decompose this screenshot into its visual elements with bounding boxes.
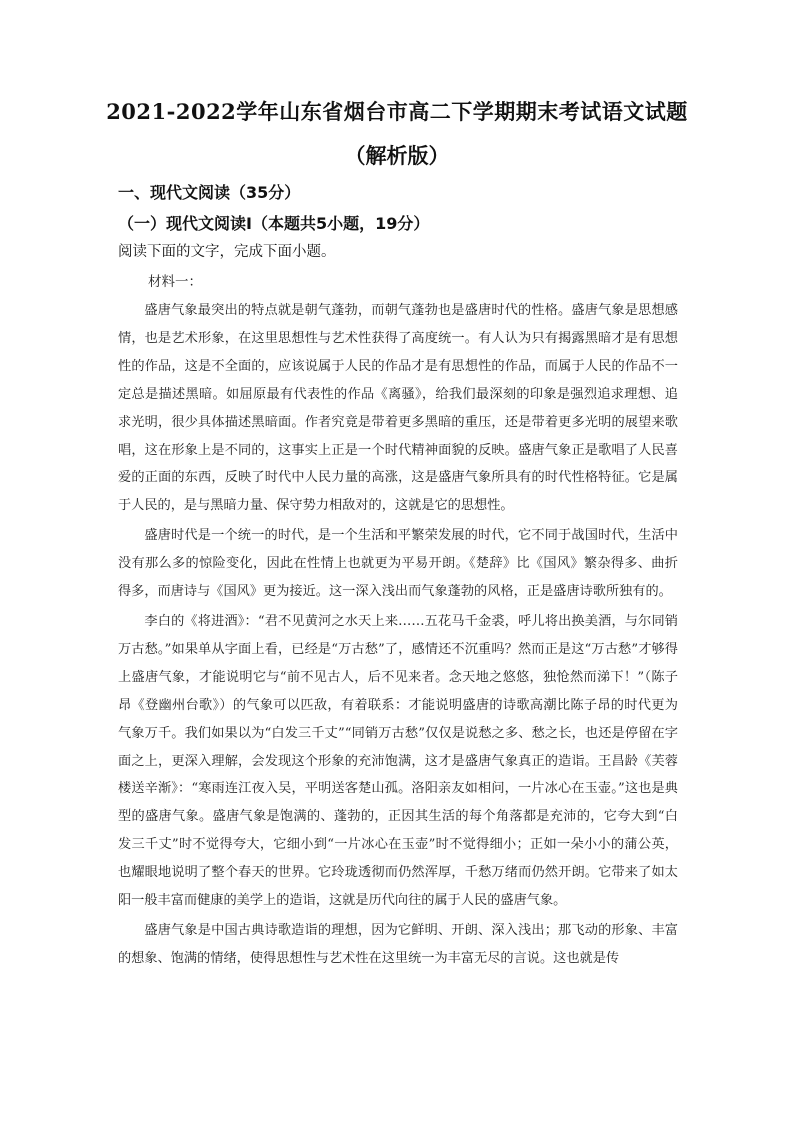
- paragraph: 盛唐时代是一个统一的时代，是一个生活和平繁荣发展的时代，它不同于战国时代，生活中没有那么多的惊险变化，因此在性情上也就更为平易开朗。《楚辞》比《国风》繁杂得多、曲折得多，而唐诗与《国风》更为接近。这一深入浅出而气象蓬勃的风格，正是盛唐诗歌所独有的。: [118, 528, 678, 600]
- document-subtitle: （解析版）: [344, 143, 450, 168]
- paragraph: 盛唐气象是中国古典诗歌造诣的理想，因为它鲜明、开朗、深入浅出；那飞动的形象、丰富的想象、饱满的情绪，使得思想性与艺术性在这里统一为丰富无尽的言说。这也就是传: [118, 922, 678, 966]
- section-heading: 一、现代文阅读（35分）: [118, 183, 301, 202]
- reading-passage: [118, 297, 678, 975]
- paragraph: 李白的《将进酒》：“君不见黄河之水天上来……五花马千金裘，呼儿将出换美酒，与尔同销万古愁。”如果单从字面上看，已经是“万古愁”了，感情还不沉重吗？然而正是这“万古愁”才够得上盛唐气象，才能说明它与“前不见古人，后不见来者。念天地之悠悠，独怆然而涕下！”（陈子昂《登幽州台歌》）的气象可以匹敌，有着联系：才能说明盛唐的诗歌高潮比陈子昂的时代更为气象万千。我们如果以为“白发三千丈”“同销万古愁”仅仅是说愁之多、愁之长，也还是停留在字面之上，更深入理解，会发现这个形象的充沛饱满，这才是盛唐气象真正的造诣。王昌龄《芙蓉楼送辛渐》：“寒雨连江夜入吴，平明送客楚山孤。洛阳亲友如相问，一片冰心在玉壶。”这也是典型的盛唐气象。盛唐气象是饱满的、蓬勃的，正因其生活的每个角落都是充沛的，它夸大到“白发三千丈”时不觉得夸大，它细小到“一片冰心在玉壶”时不觉得细小；正如一朵小小的蒲公英，也耀眼地说明了整个春天的世界。它玲珑透彻而仍然浑厚，千愁万绪而仍然开朗。它带来了如太阳一般丰富而健康的美学上的造诣，这就是历代向往的属于人民的盛唐气象。: [118, 613, 678, 909]
- document-title: 2021-2022学年山东省烟台市高二下学期期末考试语文试题: [106, 99, 688, 124]
- material-label: 材料一：: [148, 274, 202, 290]
- instruction-text: 阅读下面的文字，完成下面小题。: [118, 244, 336, 260]
- paragraph: 盛唐气象最突出的特点就是朝气蓬勃，而朝气蓬勃也是盛唐时代的性格。盛唐气象是思想感情，也是艺术形象，在这里思想性与艺术性获得了高度统一。有人认为只有揭露黑暗才是有思想性的作品，这是不全面的，应该说属于人民的作品才是有思想性的作品，而属于人民的作品不一定总是描述黑暗。如屈原最有代表性的作品《离骚》，给我们最深刻的印象是强烈追求理想、追求光明，很少具体描述黑暗面。作者究竟是带着更多黑暗的重压，还是带着更多光明的展望来歌唱，这在形象上是不同的，这事实上正是一个时代精神面貌的反映。盛唐气象正是歌唱了人民喜爱的正面的东西，反映了时代中人民力量的高涨，这是盛唐气象所具有的时代性格特征。它是属于人民的，是与黑暗力量、保守势力相敌对的，这就是它的思想性。: [118, 303, 678, 514]
- subsection-heading: （一）现代文阅读Ⅰ（本题共5小题，19分）: [118, 214, 430, 233]
